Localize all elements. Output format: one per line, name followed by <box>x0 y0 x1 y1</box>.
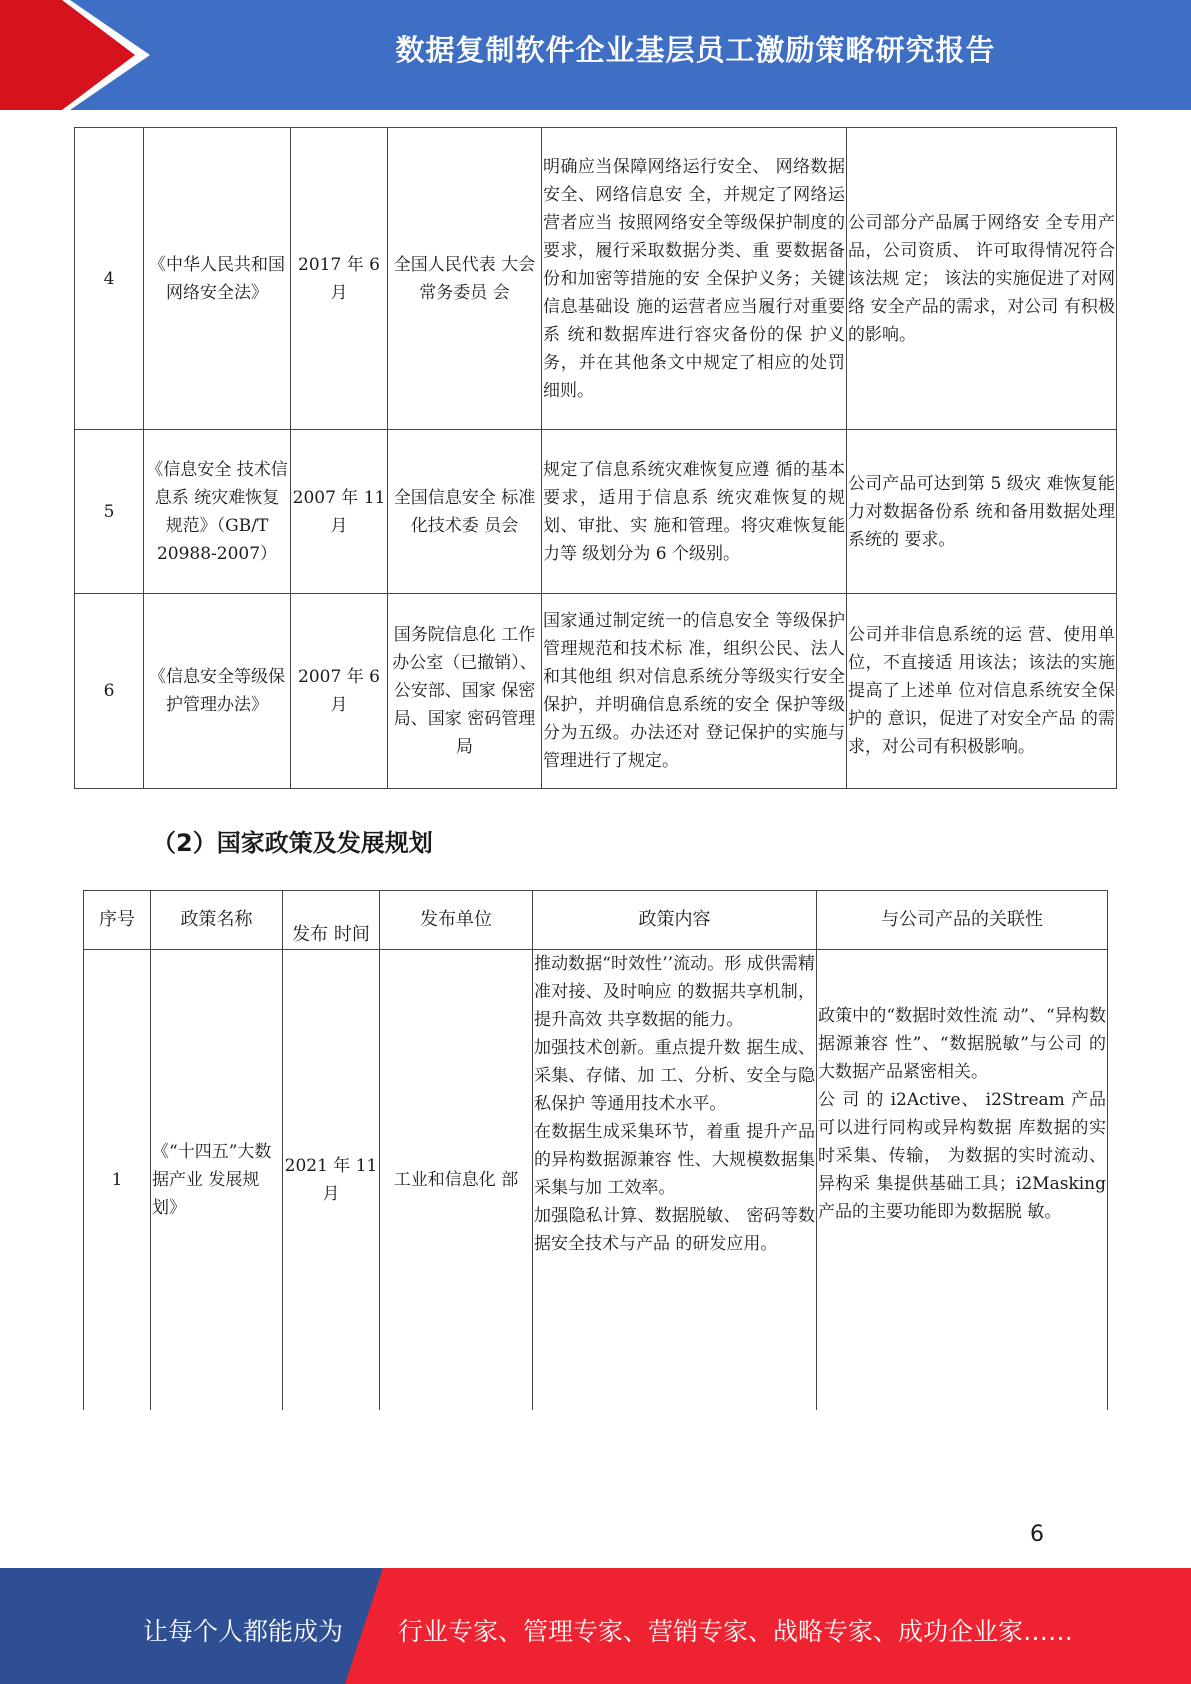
policy-content: 明确应当保障网络运行安全、 网络数据安全、网络信息安 全，并规定了网络运营者应当 按照网络安全等级保护制度的 要求，履行采取数据分类、重 要数据备份和加密等措施的安 全保护义务；关键信息基础设 施的运营者应当履行对重要系 统和数据库进行容灾备份的保 护义务，并在其他条文中规定了相应的处罚细则。 <box>542 128 847 430</box>
page-header <box>0 0 1191 110</box>
policies-table <box>83 890 1108 1410</box>
content-paragraph: 在数据生成采集环节，着重 提升产品的异构数据源兼容 性、大规模数据集采集与加 工效率。 <box>534 1122 815 1198</box>
header-pubtime: 发布 时间 <box>283 891 380 950</box>
relevance <box>817 950 1108 1411</box>
table-row <box>75 594 1117 789</box>
header-relevance: 与公司产品的关联性 <box>817 891 1108 950</box>
relevance: 公司部分产品属于网络安 全专用产品，公司资质、 许可取得情况符合该法规 定； 该法的实施促进了对网络 安全产品的需求，对公司 有积极的影响。 <box>847 128 1117 430</box>
row-number: 5 <box>75 430 144 594</box>
publish-date: 2017 年 6 月 <box>291 128 388 430</box>
relevance: 公司产品可达到第 5 级灾 难恢复能力对数据备份系 统和备用数据处理系统的 要求。 <box>847 430 1117 594</box>
publish-date: 2007 年 6 月 <box>291 594 388 789</box>
content-paragraph: 推动数据“时效性’’流动。形 成供需精准对接、及时响应 的数据共享机制，提升高效 共享数据的能力。 <box>534 954 815 1030</box>
publisher: 全国人民代表 大会常务委员 会 <box>388 128 542 430</box>
row-number: 6 <box>75 594 144 789</box>
publish-date: 2021 年 11 月 <box>283 950 380 1411</box>
publisher: 工业和信息化 部 <box>380 950 533 1411</box>
footer-slogan-right: 行业专家、管理专家、营销专家、战略专家、成功企业家…… <box>398 1617 1074 1646</box>
footer-slogan-left: 让每个人都能成为 <box>143 1617 344 1646</box>
policy-content <box>533 950 817 1411</box>
row-number: 4 <box>75 128 144 430</box>
publisher: 国务院信息化 工作办公室（已撤销）、 公安部、国家 保密局、国家 密码管理局 <box>388 594 542 789</box>
content-paragraph: 加强隐私计算、数据脱敏、 密码等数据安全技术与产品 的研发应用。 <box>534 1206 815 1254</box>
regulations-table <box>74 127 1117 789</box>
relevance: 公司并非信息系统的运 营、使用单位，不直接适 用该法；该法的实施提高了上述单 位对信息系统安全保护的 意识，促进了对安全产品 的需求，对公司有积极影响。 <box>847 594 1117 789</box>
table-row <box>75 128 1117 430</box>
header-red-chevron <box>0 0 150 110</box>
header-content: 政策内容 <box>533 891 817 950</box>
content-paragraph: 加强技术创新。重点提升数 据生成、采集、存储、加 工、分析、安全与隐私保护 等通用技术水平。 <box>534 1038 815 1114</box>
policy-name: 《中华人民共和国网络安全法》 <box>144 128 291 430</box>
policy-name: 《“十四五”大数据产业 发展规划》 <box>151 950 283 1411</box>
policy-content: 规定了信息系统灾难恢复应遵 循的基本要求，适用于信息系 统灾难恢复的规划、审批、实 施和管理。将灾难恢复能力等 级划分为 6 个级别。 <box>542 430 847 594</box>
header-name: 政策名称 <box>151 891 283 950</box>
publisher: 全国信息安全 标准化技术委 员会 <box>388 430 542 594</box>
table-row <box>84 950 1108 1411</box>
relevance-paragraph: 政策中的“数据时效性流 动”、“异构数据源兼容 性”、“数据脱敏”与公司 的大数据产品紧密相关。 <box>818 1006 1106 1082</box>
policy-content: 国家通过制定统一的信息安全 等级保护管理规范和技术标 准，组织公民、法人和其他组 织对信息系统分等级实行安全 保护，并明确信息系统的安全 保护等级分为五级。办法还对 登记保护的实施与管理进行了规定。 <box>542 594 847 789</box>
section-heading: （2）国家政策及发展规划 <box>152 829 433 857</box>
row-number: 1 <box>84 950 151 1411</box>
publish-date: 2007 年 11 月 <box>291 430 388 594</box>
header-org: 发布单位 <box>380 891 533 950</box>
table-header-row <box>84 891 1108 950</box>
page-number: 6 <box>1030 1522 1044 1547</box>
report-title: 数据复制软件企业基层员工激励策略研究报告 <box>395 33 996 67</box>
relevance-paragraph: 公 司 的 i2Active、 i2Stream 产品可以进行同构或异构数据 库数据的实时采集、传输， 为数据的实时流动、异构采 集提供基础工具；i2Masking 产品的主要功能即为数据脱 敏。 <box>818 1090 1106 1222</box>
table-row <box>75 430 1117 594</box>
header-num: 序号 <box>84 891 151 950</box>
policy-name: 《信息安全 技术信息系 统灾难恢复 规范》（GB/T 20988-2007） <box>144 430 291 594</box>
policy-name: 《信息安全等级保护管理办法》 <box>144 594 291 789</box>
